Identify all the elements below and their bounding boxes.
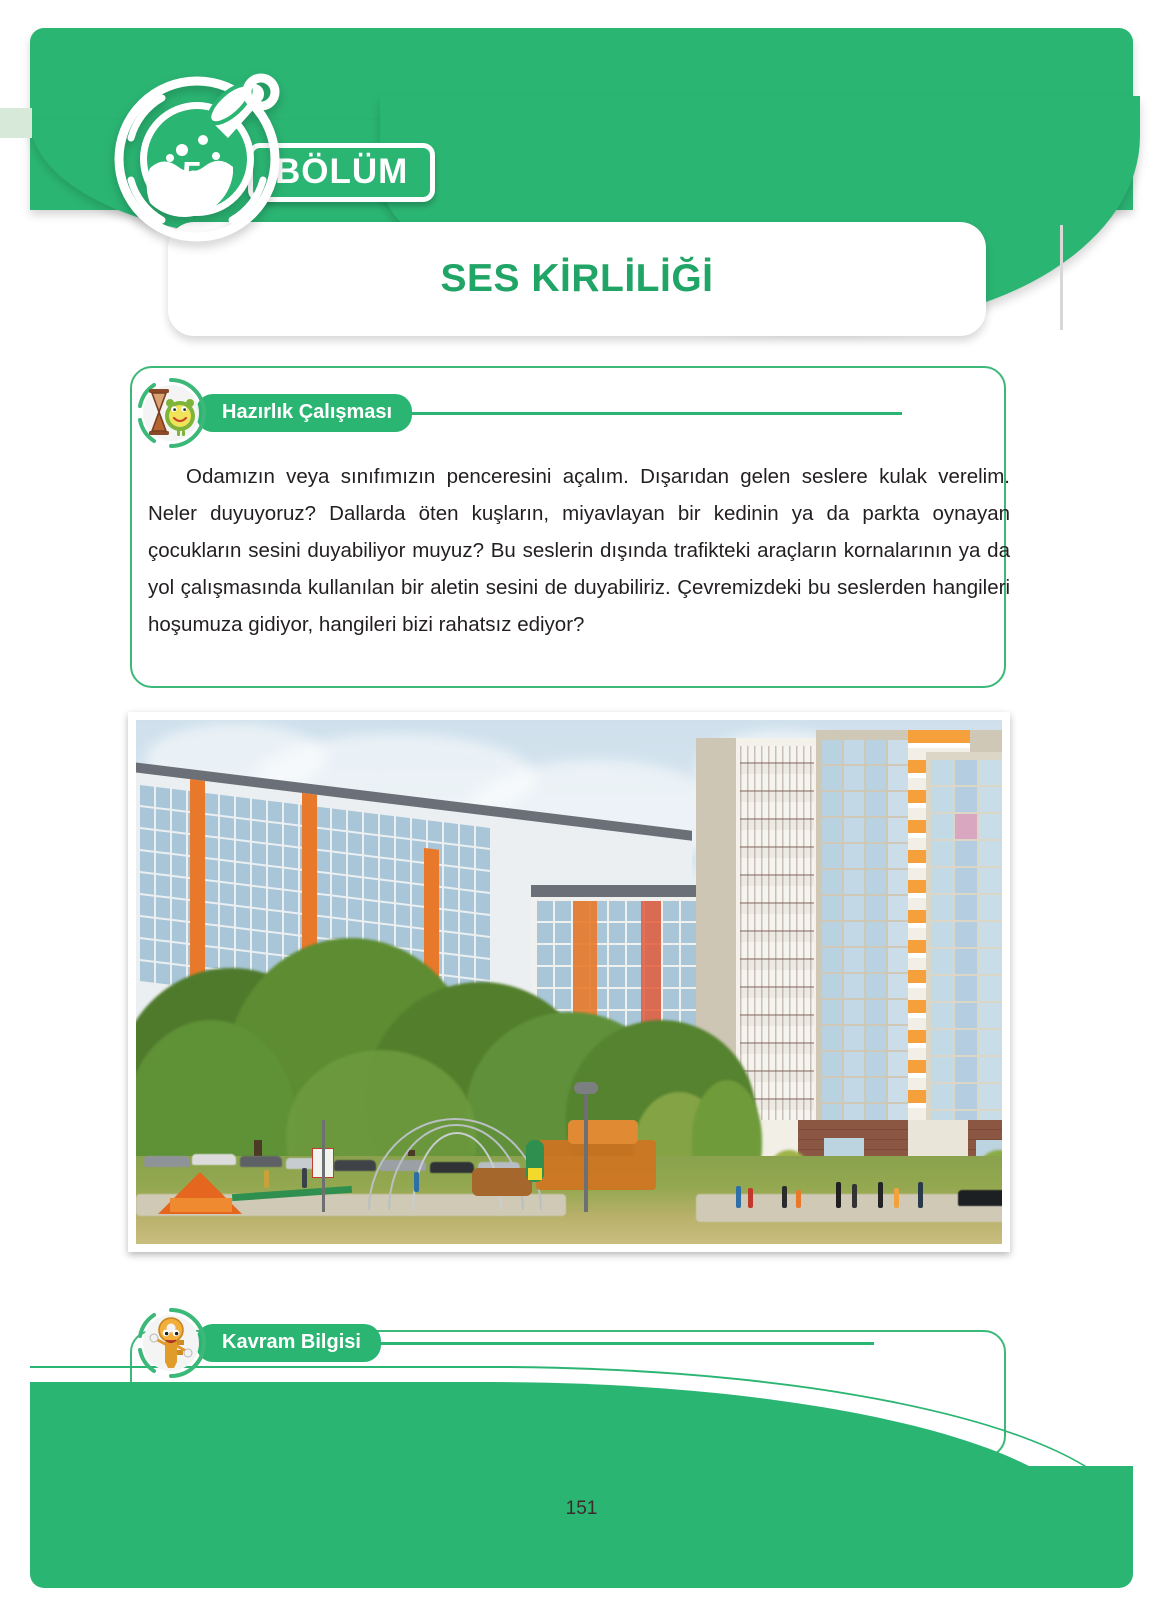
flask-icon bbox=[106, 68, 288, 250]
residential-buildings-photo bbox=[136, 720, 1002, 1244]
chapter-badge bbox=[106, 68, 288, 250]
page-number: 151 bbox=[565, 1498, 598, 1519]
header-right-stem bbox=[1060, 225, 1063, 330]
key-character-icon bbox=[134, 1306, 208, 1380]
hourglass-clock-icon bbox=[134, 376, 208, 450]
section-rule bbox=[381, 1342, 874, 1345]
preparation-paragraph: Odamızın veya sınıfımızın penceresini açalım. Dışarıdan gelen seslere kulak verelim. Neler duyuyoruz? Dallarda öten kuşların, miyavlayan bir kedinin ya da parkta oynayan çocukların sesini duyabiliyor muyuz? Bu seslerin dışında trafikteki araçların kornalarının ya da yol çalışmasında kullanılan bir aletin sesini de duyabiliriz. Çevremizdeki bu seslerden hangileri hoşumuza gidiyor, hangileri bizi rahatsız ediyor? bbox=[148, 465, 1010, 636]
title-card bbox=[168, 222, 986, 336]
concept-section-label: Kavram Bilgisi bbox=[196, 1324, 381, 1362]
footer-green-band bbox=[30, 1466, 1133, 1588]
page-title: SES KİRLİLİĞİ bbox=[440, 257, 714, 300]
photo-frame bbox=[128, 712, 1010, 1252]
section-rule bbox=[412, 412, 902, 415]
chapter-word-label: BÖLÜM bbox=[248, 143, 435, 202]
preparation-section-label: Hazırlık Çalışması bbox=[196, 394, 412, 432]
concept-section-header bbox=[134, 1306, 874, 1380]
chapter-number: 5. bbox=[181, 154, 213, 195]
preparation-section-header bbox=[134, 376, 902, 450]
page-edge-tab bbox=[0, 108, 32, 138]
